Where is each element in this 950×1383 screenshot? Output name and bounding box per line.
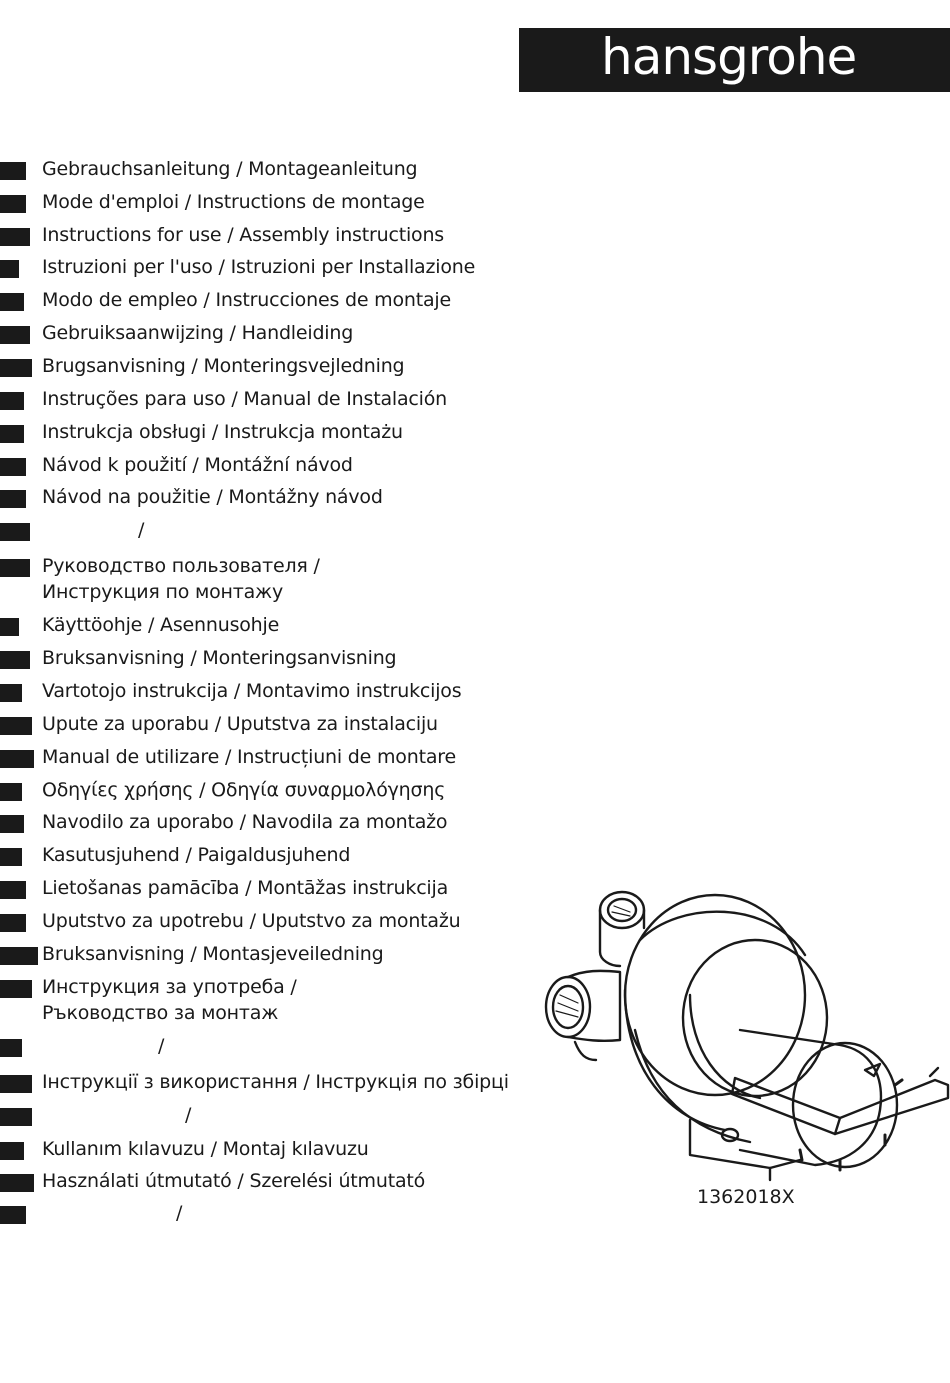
language-entry-label: Modo de empleo / Instrucciones de montaje	[42, 289, 452, 311]
language-tab-marker	[0, 1108, 32, 1126]
language-entry-label: Brugsanvisning / Monteringsvejledning	[42, 355, 405, 377]
language-tab-marker	[0, 717, 32, 735]
language-tab-marker	[0, 490, 26, 508]
language-tab-marker	[0, 947, 38, 965]
language-tab-marker	[0, 523, 30, 541]
language-tab-marker	[0, 1142, 24, 1160]
language-entry-label: Návod k použití / Montážní návod	[42, 454, 353, 476]
language-tab-marker	[0, 425, 24, 443]
language-entry-label: Gebrauchsanleitung / Montageanleitung	[42, 158, 418, 180]
language-tab-marker	[0, 293, 24, 311]
language-tab-marker	[0, 326, 30, 344]
language-tab-marker	[0, 881, 26, 899]
language-tab-marker	[0, 914, 26, 932]
language-entry-label: Navodilo za uporabo / Navodila za montažo	[42, 811, 448, 833]
language-entry-label: Uputstvo za upotrebu / Uputstvo za montažu	[42, 910, 461, 932]
language-tab-marker	[0, 228, 30, 246]
product-code: 1362018X	[697, 1186, 795, 1208]
language-tab-marker	[0, 359, 32, 377]
language-entry-label: Manual de utilizare / Instrucțiuni de montare	[42, 746, 456, 768]
language-entry-label-line2: Ръководство за монтаж	[42, 1002, 279, 1024]
language-entry-label: Bruksanvisning / Monteringsanvisning	[42, 647, 397, 669]
language-tab-marker	[0, 848, 22, 866]
language-tab-marker	[0, 392, 24, 410]
language-entry-label: Bruksanvisning / Montasjeveiledning	[42, 943, 384, 965]
language-tab-marker	[0, 618, 19, 636]
language-tab-marker	[0, 559, 30, 577]
language-tab-marker	[0, 980, 32, 998]
language-entry-label: Instructions for use / Assembly instructions	[42, 224, 444, 246]
language-entry-label: /	[138, 519, 145, 541]
language-entry-label: Kullanım kılavuzu / Montaj kılavuzu	[42, 1138, 369, 1160]
language-entry-label: Οδηγίες χρήσης / Οδηγία συναρμολόγησης	[42, 779, 446, 801]
language-entry-label: Mode d'emploi / Instructions de montage	[42, 191, 425, 213]
language-entry-label: /	[158, 1035, 165, 1057]
language-entry-label: Návod na použitie / Montážny návod	[42, 486, 383, 508]
language-entry-label: Vartotojo instrukcija / Montavimo instrukcijos	[42, 680, 462, 702]
language-entry-label: Руководство пользователя /	[42, 555, 320, 577]
language-tab-marker	[0, 260, 19, 278]
language-tab-marker	[0, 783, 22, 801]
language-tab-marker	[0, 1075, 32, 1093]
language-entry-label: Instrukcja obsługi / Instrukcja montażu	[42, 421, 403, 443]
language-tab-marker	[0, 458, 26, 476]
language-tab-marker	[0, 1174, 34, 1192]
brand-name: hansgrohe	[601, 28, 857, 86]
language-tab-marker	[0, 750, 34, 768]
language-tab-marker	[0, 651, 30, 669]
language-entry-label: Használati útmutató / Szerelési útmutató	[42, 1170, 426, 1192]
language-entry-label-line2: Инструкция по монтажу	[42, 581, 284, 603]
language-entry-label: Інструкції з використання / Інструкція по збірці	[42, 1071, 509, 1093]
language-entry-label: Instruções para uso / Manual de Instalación	[42, 388, 448, 410]
language-tab-marker	[0, 1206, 26, 1224]
language-entry-label: Käyttöohje / Asennusohje	[42, 614, 280, 636]
language-entry-label: Istruzioni per l'uso / Istruzioni per Installazione	[42, 256, 476, 278]
language-entry-label: Lietošanas pamācība / Montāžas instrukcija	[42, 877, 449, 899]
brand-logo	[519, 28, 950, 92]
language-tab-marker	[0, 815, 24, 833]
language-tab-marker	[0, 1039, 22, 1057]
language-tab-marker	[0, 684, 22, 702]
language-entry-label: Gebruiksaanwijzing / Handleiding	[42, 322, 354, 344]
language-entry-label: Upute za uporabu / Uputstva za instalaciju	[42, 713, 438, 735]
language-tab-marker	[0, 162, 26, 180]
mixer-valve-illustration	[540, 880, 950, 1190]
language-entry-label: /	[185, 1104, 192, 1126]
language-entry-label: /	[176, 1202, 183, 1224]
language-entry-label: Инструкция за употреба /	[42, 976, 297, 998]
language-entry-label: Kasutusjuhend / Paigaldusjuhend	[42, 844, 351, 866]
language-tab-marker	[0, 195, 26, 213]
